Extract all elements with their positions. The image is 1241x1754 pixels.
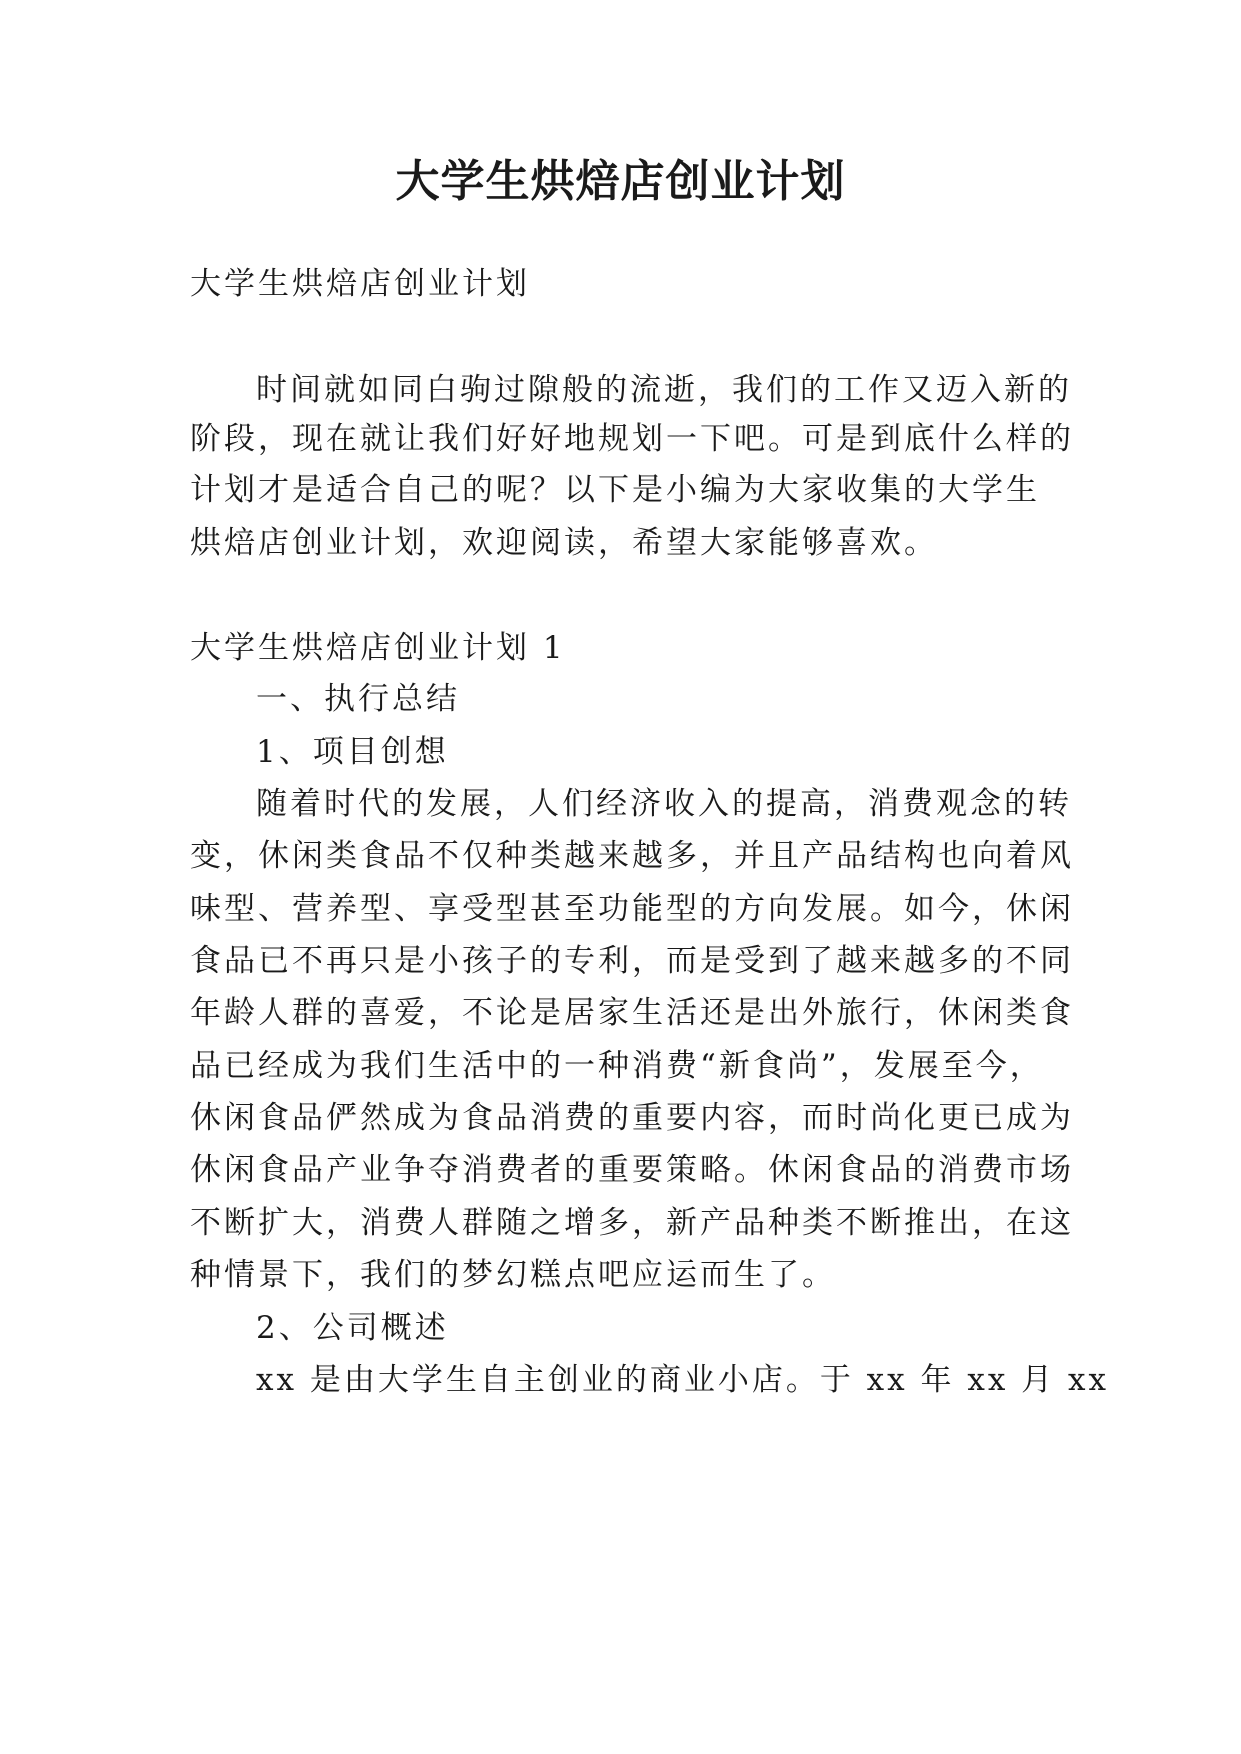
idea-line: 种情景下，我们的梦幻糕点吧应运而生了。 <box>190 1257 836 1293</box>
heading-project-idea: 1、项目创想 <box>256 734 449 770</box>
intro-line: 烘焙店创业计划，欢迎阅读，希望大家能够喜欢。 <box>190 525 938 561</box>
document-title: 大学生烘焙店创业计划 <box>395 156 846 207</box>
idea-line: 品已经成为我们生活中的一种消费“新食尚”，发展至今， <box>190 1048 1044 1084</box>
idea-line: 休闲食品产业争夺消费者的重要策略。休闲食品的消费市场 <box>190 1152 1074 1188</box>
company-line: xx 是由大学生自主创业的商业小店。于 xx 年 xx 月 xx <box>256 1362 1109 1398</box>
intro-line: 阶段，现在就让我们好好地规划一下吧。可是到底什么样的 <box>190 421 1074 457</box>
section-title: 大学生烘焙店创业计划 1 <box>190 630 566 666</box>
heading-exec-summary: 一、执行总结 <box>256 681 460 717</box>
idea-line: 变，休闲类食品不仅种类越来越多，并且产品结构也向着风 <box>190 838 1074 874</box>
idea-line: 年龄人群的喜爱，不论是居家生活还是出外旅行，休闲类食 <box>190 995 1074 1031</box>
idea-line: 味型、营养型、享受型甚至功能型的方向发展。如今，休闲 <box>190 891 1074 927</box>
idea-line: 随着时代的发展，人们经济收入的提高，消费观念的转 <box>256 786 1072 822</box>
intro-line: 计划才是适合自己的呢？以下是小编为大家收集的大学生 <box>190 472 1040 508</box>
document-subtitle: 大学生烘焙店创业计划 <box>190 266 530 302</box>
idea-line: 不断扩大，消费人群随之增多，新产品种类不断推出，在这 <box>190 1205 1074 1241</box>
intro-line: 时间就如同白驹过隙般的流逝，我们的工作又迈入新的 <box>256 372 1072 408</box>
idea-line: 休闲食品俨然成为食品消费的重要内容，而时尚化更已成为 <box>190 1100 1074 1136</box>
heading-company-overview: 2、公司概述 <box>256 1310 449 1346</box>
idea-line: 食品已不再只是小孩子的专利，而是受到了越来越多的不同 <box>190 943 1074 979</box>
